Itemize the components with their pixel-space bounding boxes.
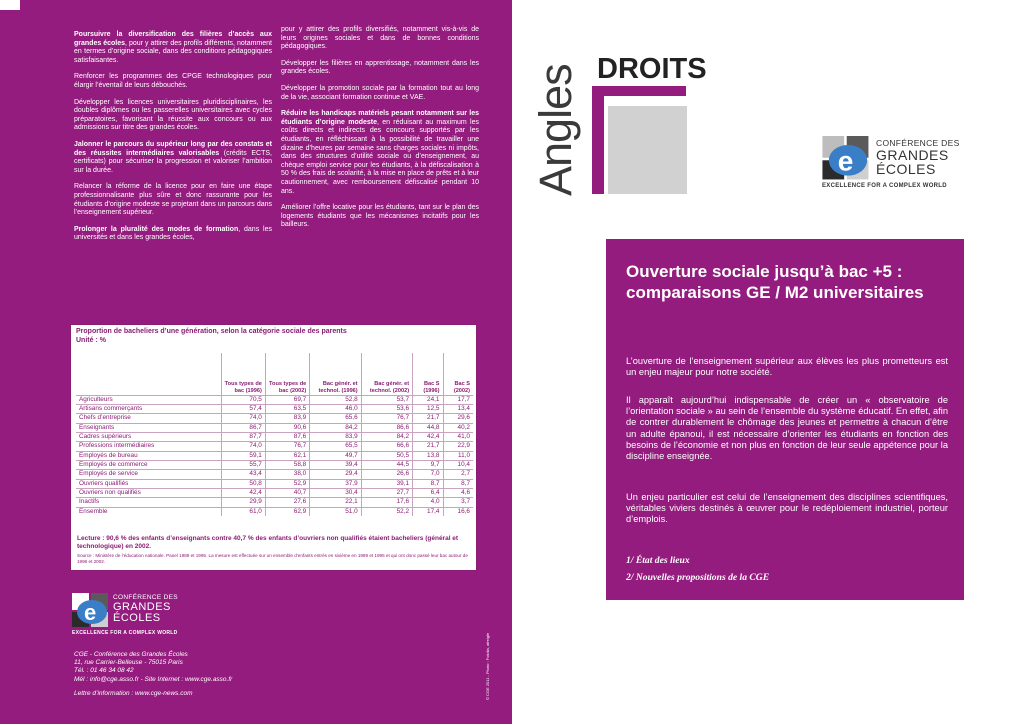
table-cell: 42,4 xyxy=(221,488,265,497)
table-cell: 27,7 xyxy=(361,488,412,497)
table-cell: Employés de bureau xyxy=(76,451,221,460)
paragraph-text: , dans les universités et dans les grandes écoles, xyxy=(74,225,272,242)
logo-line3: ÉCOLES xyxy=(113,612,161,624)
paragraph-text: Renforcer les programmes des CPGE technologiques pour élargir l’éventail de leurs débouchés. xyxy=(74,73,272,89)
table-cell: Cadres supérieurs xyxy=(76,432,221,441)
table-cell: 4,0 xyxy=(413,498,443,507)
table-cell: 62,1 xyxy=(265,451,309,460)
table-cell: 87,6 xyxy=(265,432,309,441)
column-header: Bac S (1996) xyxy=(413,353,443,395)
paragraph-text: Relancer la réforme de la licence pour en faire une étape professionnalisante plus sûre et donc rassurante pour les étudiants d’origine modeste se projetant dans un parcours dans l’enseignement supérieur. xyxy=(74,183,272,217)
column-header: Tous types de bac (1996) xyxy=(221,353,265,395)
table-cell: 22,9 xyxy=(443,442,473,451)
logo-line1: CONFÉRENCE DES xyxy=(876,138,960,148)
table-cell: Ouvriers non qualifiés xyxy=(76,488,221,497)
corner-notch xyxy=(0,0,20,10)
logo-tagline: EXCELLENCE FOR A COMPLEX WORLD xyxy=(822,183,947,189)
paragraph-text: pour y attirer des profils diversifiés, notamment vis-à-vis de leurs origines sociales et dans de bonnes conditions pédagogiques. xyxy=(281,26,479,51)
table-cell: 21,7 xyxy=(413,414,443,423)
table-cell: 11,0 xyxy=(443,451,473,460)
table-cell: 86,7 xyxy=(221,423,265,432)
paragraph xyxy=(74,141,272,175)
table-row xyxy=(76,507,473,516)
cge-emblem-icon xyxy=(822,136,874,182)
table-cell: 69,7 xyxy=(265,395,309,404)
table-cell: 51,0 xyxy=(310,507,361,516)
table-row xyxy=(76,498,473,507)
logo-line3: ÉCOLES xyxy=(876,161,936,177)
table-cell: 38,0 xyxy=(265,470,309,479)
table-cell: 17,4 xyxy=(413,507,443,516)
table-cell: 61,0 xyxy=(221,507,265,516)
table-cell: 83,9 xyxy=(265,414,309,423)
logo-line2: GRANDES xyxy=(876,147,949,163)
table-cell: 13,8 xyxy=(413,451,443,460)
cge-logo-left xyxy=(72,593,192,639)
panel-paragraph-2: Il apparaît aujourd’hui indispensable de créer un « observatoire de l’orientation sociale » au sein de l’ensemble du système éducatif. En effet, afin de contrer durablement le chômage des jeunes et permettre à chacun d’être un adulte épanoui, il est nécessaire d’orienter les étudiants en fonction des besoins de l’économie et non plus en fonction de leur seule appétence pour la discipline enseignée. xyxy=(626,395,948,462)
table-cell: 43,4 xyxy=(221,470,265,479)
table-cell: 59,1 xyxy=(221,451,265,460)
paragraph xyxy=(74,31,272,65)
table-cell: 63,5 xyxy=(265,404,309,413)
logo-line2: GRANDES xyxy=(113,601,171,613)
address-line: Mél : info@cge.asso.fr - Site Internet : www.cge.asso.fr xyxy=(74,675,233,683)
table-cell: 84,2 xyxy=(310,423,361,432)
table-cell: 50,5 xyxy=(361,451,412,460)
table-cell: 65,5 xyxy=(310,442,361,451)
table-cell: 41,0 xyxy=(443,432,473,441)
address-line: 11, rue Carrier-Belleuse - 75015 Paris xyxy=(74,659,183,667)
table-cell: 50,8 xyxy=(221,479,265,488)
paragraph xyxy=(74,183,272,217)
table-cell: 16,6 xyxy=(443,507,473,516)
paragraph xyxy=(74,226,272,243)
paragraph xyxy=(74,73,272,90)
paragraph-lead: Poursuivre la diversification des filières d’accès aux grandes écoles xyxy=(74,31,272,47)
table-cell: 21,7 xyxy=(413,442,443,451)
paragraph-lead: Prolonger la pluralité des modes de formation xyxy=(74,225,239,233)
table-cell: Agriculteurs xyxy=(76,395,221,404)
table-cell: 17,7 xyxy=(443,395,473,404)
masthead-droits: DROITS xyxy=(597,53,707,85)
paragraph xyxy=(281,204,479,230)
table-title-text: Proportion de bacheliers d’une génération, selon la catégorie sociale des parents xyxy=(76,328,347,335)
paragraph-lead: Jalonner le parcours du supérieur long par des constats et des réussites intermédiaires valorisables xyxy=(74,140,272,157)
table-cell: 52,8 xyxy=(310,395,361,404)
table-row xyxy=(76,432,473,441)
table-cell: Enseignants xyxy=(76,423,221,432)
address-line: Tél. : 01 46 34 08 42 xyxy=(74,667,134,675)
table-cell: 9,7 xyxy=(413,460,443,469)
address-block xyxy=(74,651,232,684)
table-header-row xyxy=(76,353,473,395)
table-body xyxy=(76,395,473,516)
table-cell: 22,1 xyxy=(310,498,361,507)
table-cell: 7,0 xyxy=(413,470,443,479)
table-cell: Employés de service xyxy=(76,470,221,479)
table-cell: 44,5 xyxy=(361,460,412,469)
table-cell: 49,7 xyxy=(310,451,361,460)
paragraph-text: (crédits ECTS, certificats) pour sécuriser la progression et valoriser l’ambition sur la durée. xyxy=(74,149,272,174)
table-title xyxy=(71,325,476,348)
table-cell: 8,7 xyxy=(413,479,443,488)
table-cell: 12,5 xyxy=(413,404,443,413)
table-cell: 29,9 xyxy=(221,498,265,507)
table-cell: 39,1 xyxy=(361,479,412,488)
table-cell: Chefs d’entreprise xyxy=(76,414,221,423)
photo-credit: © CGE 2011 - Photo : Fotolia, afreigle xyxy=(485,632,490,700)
column-header xyxy=(76,353,221,395)
logo-tagline: EXCELLENCE FOR A COMPLEX WORLD xyxy=(72,630,178,636)
table-row xyxy=(76,442,473,451)
paragraph-text: Développer les licences universitaires pluridisciplinaires, les doubles diplômes ou les passerelles universitaires avec cycles préparatoires, favorisant la réussite aux concours ou aux admissions sur titre des grandes écoles. xyxy=(74,98,272,132)
paragraph-text: , en réduisant au maximum les coûts directs et indirects des concours supportés par les étudiants, en réfléchissant à la possibilité de travailler une dizaine d’heures par semaine sans charges sociales ni impôts, dans des structures d’utilité sociale ou d’enseignement, au chèque emploi service pour les étudiants, à la défiscalisation à 50 % des frais de scolarité, à la mise en place de prêts et à leur cautionnement, avec remboursement défiscalisé pendant 10 ans. xyxy=(281,118,479,195)
table-cell: 90,6 xyxy=(265,423,309,432)
table-cell: 52,9 xyxy=(265,479,309,488)
table-cell: 83,9 xyxy=(310,432,361,441)
paragraph-text: Améliorer l’offre locative pour les étudiants, tant sur le plan des logements étudiants que les mécanismes incitatifs pour les bailleurs. xyxy=(281,204,479,229)
text-column-a xyxy=(74,31,272,251)
column-header: Bac génér. et technol. (2002) xyxy=(361,353,412,395)
table-cell: 74,0 xyxy=(221,414,265,423)
newsletter-line: Lettre d’information : www.cge-news.com xyxy=(74,690,193,697)
table-cell: 40,2 xyxy=(443,423,473,432)
paragraph xyxy=(281,85,479,102)
table-cell: 70,5 xyxy=(221,395,265,404)
table-cell: 3,7 xyxy=(443,498,473,507)
table-row xyxy=(76,395,473,404)
table-cell: 17,6 xyxy=(361,498,412,507)
paragraph xyxy=(281,26,479,52)
svg-text:e: e xyxy=(837,145,854,177)
table-cell: 10,4 xyxy=(443,460,473,469)
table-unit: Unité : % xyxy=(76,336,106,344)
address-line: CGE - Conférence des Grandes Écoles xyxy=(74,651,188,658)
table-cell: Artisans commerçants xyxy=(76,404,221,413)
column-header: Tous types de bac (2002) xyxy=(265,353,309,395)
table-row xyxy=(76,460,473,469)
table-cell: 84,2 xyxy=(361,432,412,441)
table-cell: 46,0 xyxy=(310,404,361,413)
column-header: Bac génér. et technol. (1996) xyxy=(310,353,361,395)
panel-paragraph-1: L’ouverture de l’enseignement supérieur aux élèves les plus prometteurs est un enjeu majeur pour notre société. xyxy=(626,356,948,378)
table-cell: 39,4 xyxy=(310,460,361,469)
table-row xyxy=(76,451,473,460)
paragraph xyxy=(281,60,479,77)
paragraph xyxy=(281,110,479,196)
table-cell: 58,8 xyxy=(265,460,309,469)
table-cell: 26,6 xyxy=(361,470,412,479)
table-cell: 8,7 xyxy=(443,479,473,488)
table-row xyxy=(76,479,473,488)
table-row xyxy=(76,404,473,413)
masthead-vertical-bar xyxy=(592,86,604,194)
paragraph-lead: Réduire les handicaps matériels pesant notamment sur les étudiants d’origine modeste xyxy=(281,110,479,126)
table-cell: Professions intermédiaires xyxy=(76,442,221,451)
intro-panel xyxy=(606,239,964,600)
table-cell: Employés de commerce xyxy=(76,460,221,469)
table-cell: 53,7 xyxy=(361,395,412,404)
paragraph-text: , pour y attirer des profils différents, notamment en termes d’origine sociale, dans des conditions pédagogiques satisfaisantes. xyxy=(74,39,272,64)
table-cell: 65,6 xyxy=(310,414,361,423)
table-cell: Ensemble xyxy=(76,507,221,516)
table-row xyxy=(76,488,473,497)
table-cell: 55,7 xyxy=(221,460,265,469)
table-cell: 4,6 xyxy=(443,488,473,497)
table-cell: 44,8 xyxy=(413,423,443,432)
paragraph-text: Développer les filières en apprentissage, notamment dans les grandes écoles. xyxy=(281,59,479,76)
table-cell: 27,6 xyxy=(265,498,309,507)
table-cell: 52,2 xyxy=(361,507,412,516)
paragraph-text: Développer la promotion sociale par la formation tout au long de la vie, associant formation continue et VAE. xyxy=(281,84,479,101)
svg-text:e: e xyxy=(84,600,97,625)
text-column-b xyxy=(281,26,479,238)
table-cell: 74,0 xyxy=(221,442,265,451)
table-cell: 2,7 xyxy=(443,470,473,479)
table-cell: 57,4 xyxy=(221,404,265,413)
masthead-grey-box xyxy=(608,106,687,194)
masthead-angles: Angles xyxy=(530,64,581,196)
table-cell: 62,9 xyxy=(265,507,309,516)
table-cell: 76,7 xyxy=(265,442,309,451)
table-cell: 87,7 xyxy=(221,432,265,441)
table-cell: 37,9 xyxy=(310,479,361,488)
table-source: Source : Ministère de l’éducation nationale. Panel 1989 et 1995. La mesure est effectuée sur un ensemble d’enfants entrés en sixième en 1989 et 1995 et qui ont donc passé leur bac autour de 1996 et 2002. xyxy=(77,553,468,564)
cge-logo-right xyxy=(822,136,972,192)
table-row xyxy=(76,423,473,432)
table-cell: Ouvriers qualifiés xyxy=(76,479,221,488)
table-cell: 30,4 xyxy=(310,488,361,497)
table-cell: 86,6 xyxy=(361,423,412,432)
stats-table xyxy=(76,353,473,516)
table-cell: Inactifs xyxy=(76,498,221,507)
column-header: Bac S (2002) xyxy=(443,353,473,395)
table-cell: 29,6 xyxy=(443,414,473,423)
table-cell: 53,6 xyxy=(361,404,412,413)
panel-paragraph-3: Un enjeu particulier est celui de l’enseignement des disciplines scientifiques, véritables viviers destinés à œuvrer pour le redéploiement industriel, porteur d’emplois. xyxy=(626,492,948,525)
panel-list-item-1: 1/ État des lieux xyxy=(626,555,690,566)
table-cell: 76,7 xyxy=(361,414,412,423)
table-row xyxy=(76,414,473,423)
logo-line1: CONFÉRENCE DES xyxy=(113,594,178,601)
table-cell: 29,4 xyxy=(310,470,361,479)
table-cell: 6,4 xyxy=(413,488,443,497)
table-cell: 42,4 xyxy=(413,432,443,441)
table-cell: 66,6 xyxy=(361,442,412,451)
panel-list-item-2: 2/ Nouvelles propositions de la CGE xyxy=(626,572,770,583)
table-cell: 24,1 xyxy=(413,395,443,404)
table-cell: 13,4 xyxy=(443,404,473,413)
masthead-bar xyxy=(592,86,686,96)
table-lecture: Lecture : 90,6 % des enfants d’enseignants contre 40,7 % des enfants d’ouvriers non qualifiés étaient bacheliers (général et technologique) en 2002. xyxy=(77,535,459,550)
table-row xyxy=(76,470,473,479)
stats-table-box xyxy=(70,324,477,571)
paragraph xyxy=(74,99,272,133)
cge-emblem-icon xyxy=(72,593,112,629)
panel-title: Ouverture sociale jusqu’à bac +5 : comparaisons GE / M2 universitaires xyxy=(626,262,924,302)
table-cell: 40,7 xyxy=(265,488,309,497)
